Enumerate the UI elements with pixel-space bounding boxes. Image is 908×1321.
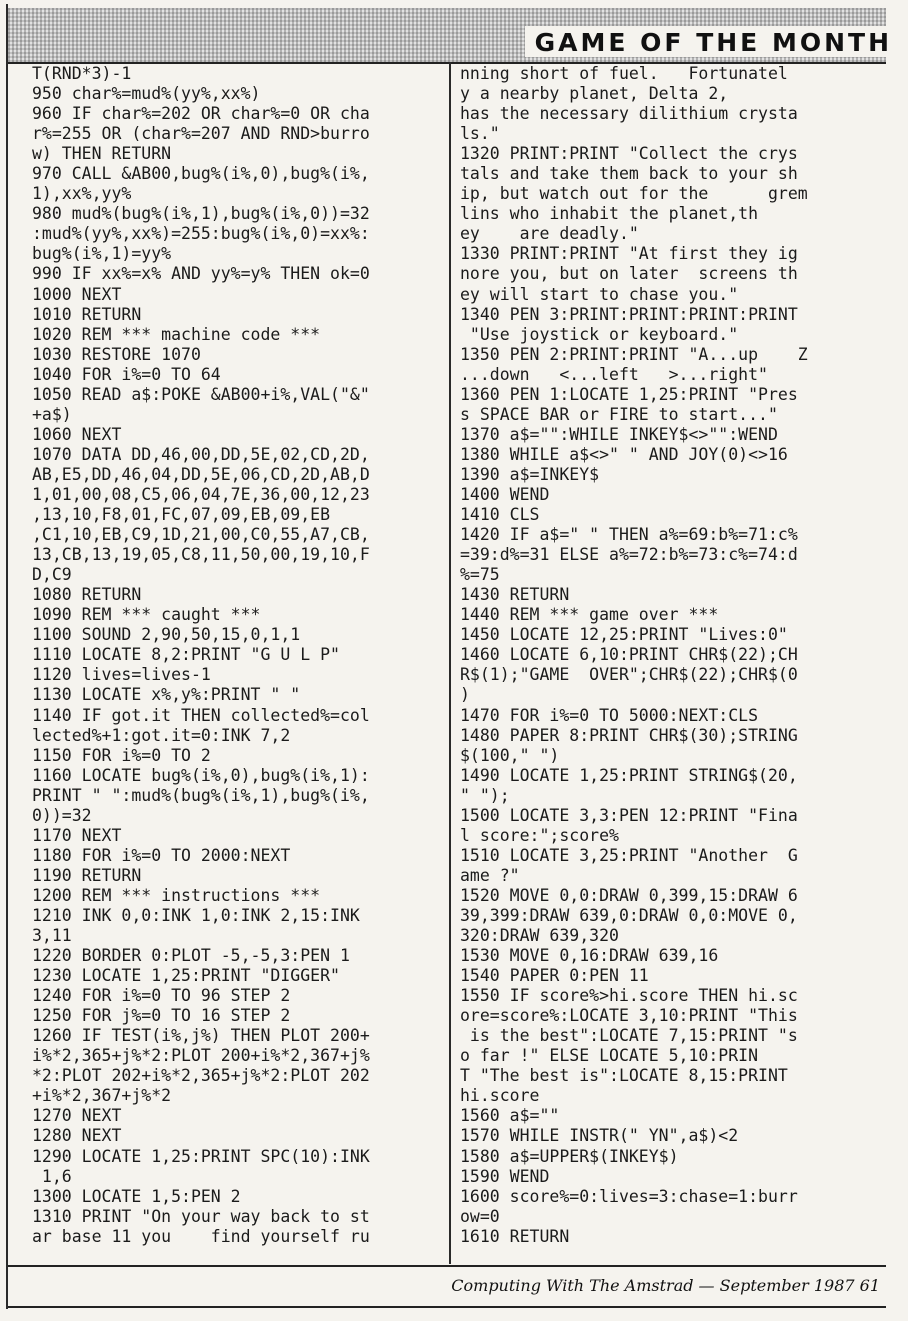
- code-line: 1020 REM *** machine code ***: [32, 324, 321, 344]
- code-line: =39:d%=31 ELSE a%=72:b%=73:c%=74:d: [460, 545, 798, 565]
- code-line: w) THEN RETURN: [32, 144, 172, 164]
- code-line: 1230 LOCATE 1,25:PRINT "DIGGER": [32, 966, 340, 986]
- code-line: ,C1,10,EB,C9,1D,21,00,C0,55,A7,CB,: [32, 525, 370, 545]
- code-line: 1260 IF TEST(i%,j%) THEN PLOT 200+: [32, 1026, 370, 1046]
- code-line: 1520 MOVE 0,0:DRAW 0,399,15:DRAW 6: [460, 885, 798, 905]
- code-line: ame ?": [460, 865, 520, 885]
- code-line: ,13,10,F8,01,FC,07,09,EB,09,EB: [32, 505, 331, 525]
- code-line: 39,399:DRAW 639,0:DRAW 0,0:MOVE 0,: [460, 905, 798, 925]
- code-line: ls.": [460, 124, 500, 144]
- code-line: 0))=32: [32, 805, 92, 825]
- code-line: R$(1);"GAME OVER";CHR$(22);CHR$(0: [460, 665, 798, 685]
- code-line: " ");: [460, 785, 510, 805]
- code-line: 1110 LOCATE 8,2:PRINT "G U L P": [32, 645, 340, 665]
- code-line: D,C9: [32, 565, 72, 585]
- code-line: +a$): [32, 404, 72, 424]
- code-line: 320:DRAW 639,320: [460, 926, 619, 946]
- code-column-right: [460, 64, 808, 1247]
- code-line: 1380 WHILE a$<>" " AND JOY(0)<>16: [460, 444, 788, 464]
- code-line: 1570 WHILE INSTR(" YN",a$)<2: [460, 1126, 739, 1146]
- code-line: 1050 READ a$:POKE &AB00+i%,VAL("&": [32, 384, 370, 404]
- code-line: r%=255 OR (char%=207 AND RND>burro: [32, 124, 370, 144]
- code-line: y a nearby planet, Delta 2,: [460, 84, 729, 104]
- code-line: %=75: [460, 565, 500, 585]
- code-line: 1240 FOR i%=0 TO 96 STEP 2: [32, 986, 291, 1006]
- code-line: 1360 PEN 1:LOCATE 1,25:PRINT "Pres: [460, 384, 798, 404]
- code-line: *2:PLOT 202+i%*2,365+j%*2:PLOT 202: [32, 1066, 370, 1086]
- code-line: 1280 NEXT: [32, 1126, 122, 1146]
- code-line: AB,E5,DD,46,04,DD,5E,06,CD,2D,AB,D: [32, 464, 370, 484]
- code-line: +i%*2,367+j%*2: [32, 1086, 172, 1106]
- code-line: 1190 RETURN: [32, 865, 142, 885]
- code-line: lins who inhabit the planet,th: [460, 204, 759, 224]
- code-line: 1590 WEND: [460, 1166, 550, 1186]
- code-line: 13,CB,13,19,05,C8,11,50,00,19,10,F: [32, 545, 370, 565]
- code-line: 1430 RETURN: [460, 585, 570, 605]
- code-line: is the best":LOCATE 7,15:PRINT "s: [460, 1026, 798, 1046]
- code-line: ar base 11 you find yourself ru: [32, 1226, 370, 1246]
- code-line: 1600 score%=0:lives=3:chase=1:burr: [460, 1186, 798, 1206]
- code-line: has the necessary dilithium crysta: [460, 104, 798, 124]
- code-line: ...down <...left >...right": [460, 364, 768, 384]
- code-line: 3,11: [32, 926, 72, 946]
- code-line: 1170 NEXT: [32, 825, 122, 845]
- code-line: 1010 RETURN: [32, 304, 142, 324]
- code-line: ip, but watch out for the grem: [460, 184, 808, 204]
- code-line: 1530 MOVE 0,16:DRAW 639,16: [460, 946, 719, 966]
- footer-rule-bottom: [8, 1306, 886, 1308]
- code-line: T "The best is":LOCATE 8,15:PRINT: [460, 1066, 788, 1086]
- code-line: 1150 FOR i%=0 TO 2: [32, 745, 211, 765]
- code-line: ): [460, 685, 470, 705]
- code-line: 1300 LOCATE 1,5:PEN 2: [32, 1186, 241, 1206]
- code-line: nning short of fuel. Fortunatel: [460, 64, 788, 83]
- code-line: ow=0: [460, 1206, 500, 1226]
- code-line: hi.score: [460, 1086, 540, 1106]
- code-line: 970 CALL &AB00,bug%(i%,0),bug%(i%,: [32, 164, 370, 184]
- code-line: 1160 LOCATE bug%(i%,0),bug%(i%,1):: [32, 765, 370, 785]
- code-line: bug%(i%,1)=yy%: [32, 244, 172, 264]
- code-line: 1320 PRINT:PRINT "Collect the crys: [460, 144, 798, 164]
- code-line: 1470 FOR i%=0 TO 5000:NEXT:CLS: [460, 705, 759, 725]
- code-line: 1,01,00,08,C5,06,04,7E,36,00,12,23: [32, 484, 370, 504]
- code-line: 1480 PAPER 8:PRINT CHR$(30);STRING: [460, 725, 798, 745]
- code-line: 1560 a$="": [460, 1106, 560, 1126]
- code-line: 990 IF xx%=x% AND yy%=y% THEN ok=0: [32, 264, 370, 284]
- section-title: GAME OF THE MONTH: [525, 26, 898, 57]
- code-column-left: [32, 64, 370, 1247]
- code-line: 1310 PRINT "On your way back to st: [32, 1206, 370, 1226]
- code-line: ey are deadly.": [460, 224, 639, 244]
- code-line: nore you, but on later screens th: [460, 264, 798, 284]
- code-line: 1120 lives=lives-1: [32, 665, 211, 685]
- code-line: 960 IF char%=202 OR char%=0 OR cha: [32, 104, 370, 124]
- code-line: 1080 RETURN: [32, 585, 142, 605]
- code-line: 1130 LOCATE x%,y%:PRINT " ": [32, 685, 301, 705]
- code-line: T(RND*3)-1: [32, 64, 132, 83]
- code-line: 1390 a$=INKEY$: [460, 464, 600, 484]
- code-line: 1340 PEN 3:PRINT:PRINT:PRINT:PRINT: [460, 304, 798, 324]
- code-line: 1330 PRINT:PRINT "At first they ig: [460, 244, 798, 264]
- code-line: 1,6: [32, 1166, 72, 1186]
- code-line: 1420 IF a$=" " THEN a%=69:b%=71:c%: [460, 525, 798, 545]
- code-line: ey will start to chase you.": [460, 284, 739, 304]
- code-line: 1410 CLS: [460, 505, 540, 525]
- code-line: l score:";score%: [460, 825, 619, 845]
- code-line: 1060 NEXT: [32, 424, 122, 444]
- code-line: 1460 LOCATE 6,10:PRINT CHR$(22);CH: [460, 645, 798, 665]
- code-line: 1370 a$="":WHILE INKEY$<>"":WEND: [460, 424, 778, 444]
- code-line: o far !" ELSE LOCATE 5,10:PRIN: [460, 1046, 759, 1066]
- code-line: 1550 IF score%>hi.score THEN hi.sc: [460, 986, 798, 1006]
- code-line: 1270 NEXT: [32, 1106, 122, 1126]
- code-line: 980 mud%(bug%(i%,1),bug%(i%,0))=32: [32, 204, 370, 224]
- code-line: 1030 RESTORE 1070: [32, 344, 201, 364]
- code-line: 1500 LOCATE 3,3:PEN 12:PRINT "Fina: [460, 805, 798, 825]
- column-divider: [449, 62, 451, 1264]
- code-line: ore=score%:LOCATE 3,10:PRINT "This: [460, 1006, 798, 1026]
- code-line: 1220 BORDER 0:PLOT -5,-5,3:PEN 1: [32, 946, 350, 966]
- code-line: 1350 PEN 2:PRINT:PRINT "A...up Z: [460, 344, 808, 364]
- code-line: 1440 REM *** game over ***: [460, 605, 719, 625]
- code-line: 1100 SOUND 2,90,50,15,0,1,1: [32, 625, 301, 645]
- code-line: 1040 FOR i%=0 TO 64: [32, 364, 221, 384]
- code-line: lected%+1:got.it=0:INK 7,2: [32, 725, 291, 745]
- code-line: 1290 LOCATE 1,25:PRINT SPC(10):INK: [32, 1146, 370, 1166]
- code-line: 1180 FOR i%=0 TO 2000:NEXT: [32, 845, 291, 865]
- code-line: "Use joystick or keyboard.": [460, 324, 739, 344]
- code-line: 1450 LOCATE 12,25:PRINT "Lives:0": [460, 625, 788, 645]
- code-line: 1210 INK 0,0:INK 1,0:INK 2,15:INK: [32, 905, 360, 925]
- code-line: PRINT " ":mud%(bug%(i%,1),bug%(i%,: [32, 785, 370, 805]
- code-line: 1),xx%,yy%: [32, 184, 132, 204]
- code-line: 1540 PAPER 0:PEN 11: [460, 966, 649, 986]
- code-line: 1070 DATA DD,46,00,DD,5E,02,CD,2D,: [32, 444, 370, 464]
- code-line: 1400 WEND: [460, 484, 550, 504]
- code-line: 1250 FOR j%=0 TO 16 STEP 2: [32, 1006, 291, 1026]
- code-line: :mud%(yy%,xx%)=255:bug%(i%,0)=xx%:: [32, 224, 370, 244]
- code-line: 1140 IF got.it THEN collected%=col: [32, 705, 370, 725]
- code-line: 1580 a$=UPPER$(INKEY$): [460, 1146, 679, 1166]
- code-line: i%*2,365+j%*2:PLOT 200+i%*2,367+j%: [32, 1046, 370, 1066]
- code-line: s SPACE BAR or FIRE to start...": [460, 404, 778, 424]
- footer-rule-top: [8, 1265, 886, 1267]
- code-line: tals and take them back to your sh: [460, 164, 798, 184]
- code-line: 950 char%=mud%(yy%,xx%): [32, 84, 261, 104]
- code-line: 1000 NEXT: [32, 284, 122, 304]
- code-line: 1090 REM *** caught ***: [32, 605, 261, 625]
- page-footer: Computing With The Amstrad — September 1987 61: [451, 1276, 880, 1295]
- code-line: 1610 RETURN: [460, 1226, 570, 1246]
- code-line: 1200 REM *** instructions ***: [32, 885, 321, 905]
- code-line: 1510 LOCATE 3,25:PRINT "Another G: [460, 845, 798, 865]
- code-line: 1490 LOCATE 1,25:PRINT STRING$(20,: [460, 765, 798, 785]
- code-line: $(100," "): [460, 745, 560, 765]
